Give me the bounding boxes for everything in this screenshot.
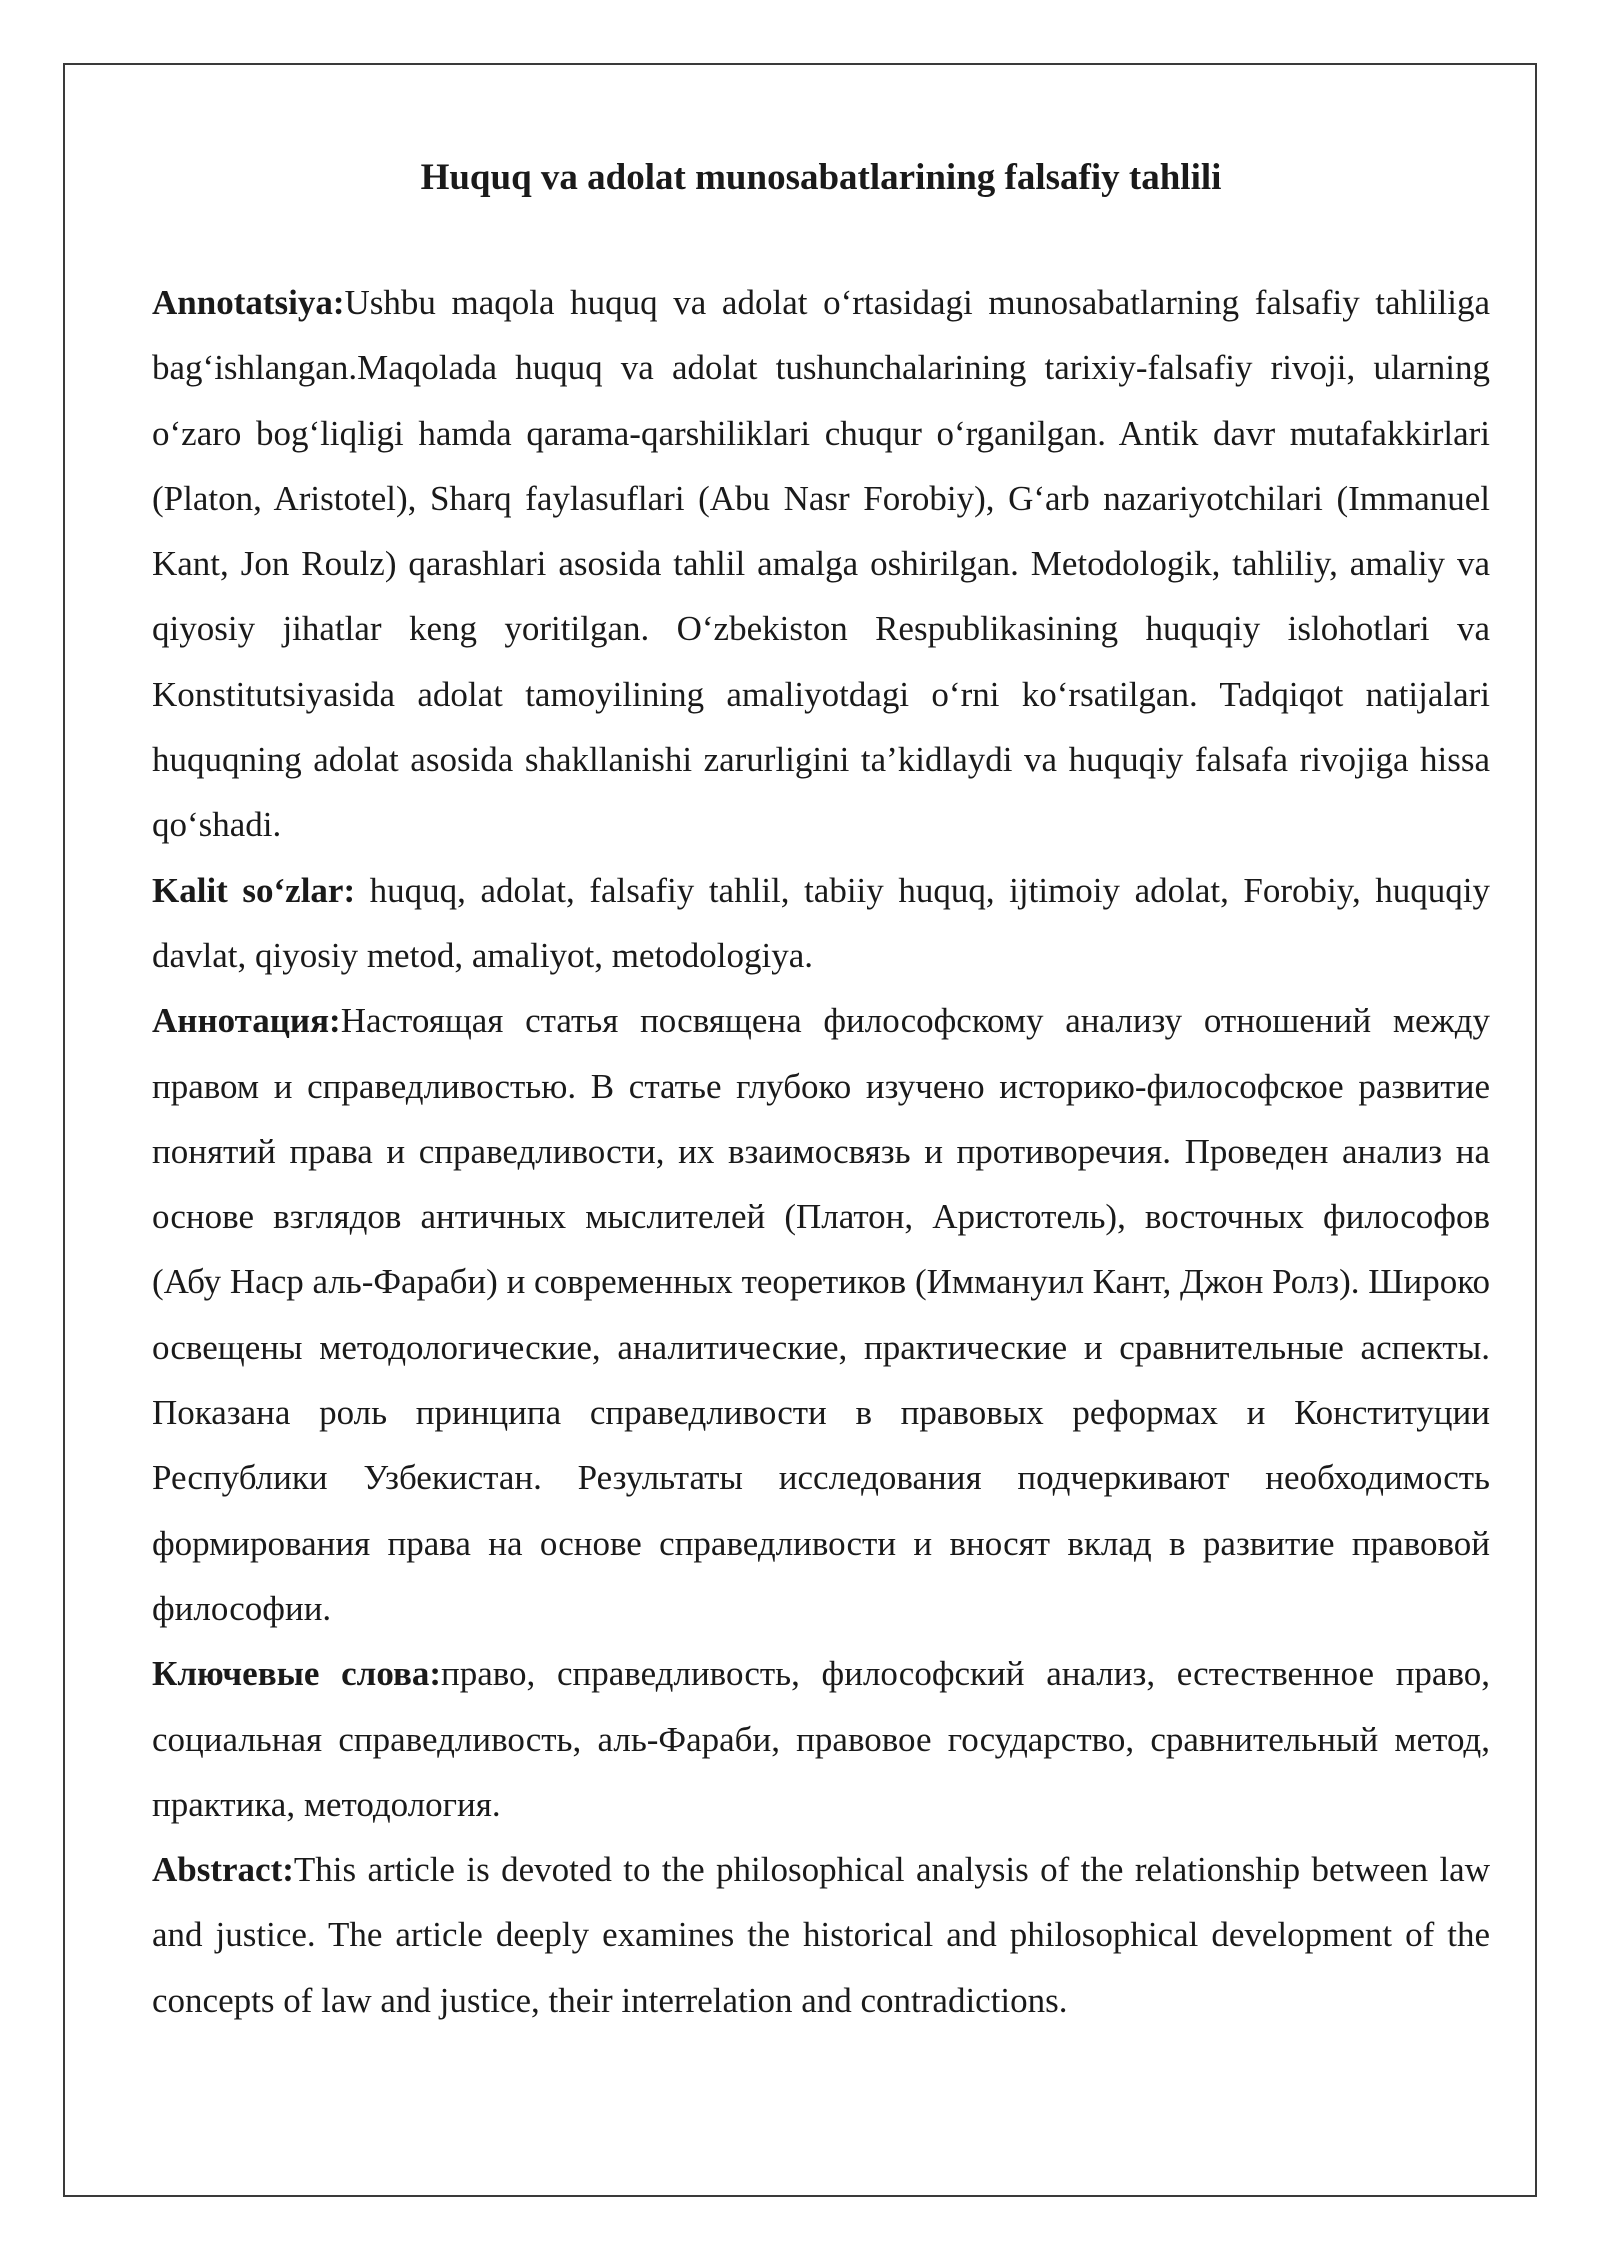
annotation-ru-text: Настоящая статья посвящена философскому анализу отношений между правом и справедливостью. В статье глубоко изучено историко-философское развитие понятий права и справедливости, их взаимосвязь и противоречия. Проведен анализ на основе взглядов античных мыслителей (Платон, Аристотель), восточных философов (Абу Наср аль-Фараби) и современных теоретиков (Иммануил Кант, Джон Ролз). Широко освещены методологические, аналитические, практические и сравнительные аспекты. Показана роль принципа справедливости в правовых реформах и Конституции Республики Узбекистан. Результаты исследования подчеркивают необходимость формирования права на основе справедливости и вносят вклад в развитие правовой философии.: [152, 1001, 1490, 1628]
annotation-ru-label: Аннотация:: [152, 1001, 341, 1041]
keywords-ru-text: право, справедливость, философский анализ, естественное право, социальная справедливость, аль-Фараби, правовое государство, сравнительный метод, практика, методология.: [152, 1654, 1490, 1824]
keywords-uz-text: huquq, adolat, falsafiy tahlil, tabiiy huquq, ijtimoiy adolat, Forobiy, huquqiy davlat, qiyosiy metod, amaliyot, metodologiya.: [152, 870, 1490, 975]
abstract-en: [152, 1837, 1490, 2033]
keywords-ru: [152, 1641, 1490, 1837]
keywords-uz-label: Kalit so‘zlar:: [152, 870, 356, 910]
document-title: Huquq va adolat munosabatlarining falsafiy tahlili: [420, 157, 1222, 198]
annotation-uz-text: Ushbu maqola huquq va adolat o‘rtasidagi munosabatlarning falsafiy tahliliga bag‘ishlangan.Maqolada huquq va adolat tushunchalarining tarixiy-falsafiy rivoji, ularning o‘zaro bog‘liqligi hamda qarama-qarshiliklari chuqur o‘rganilgan. Antik davr mutafakkirlari (Platon, Aristotel), Sharq faylasuflari (Abu Nasr Forobiy), G‘arb nazariyotchilari (Immanuel Kant, Jon Roulz) qarashlari asosida tahlil amalga oshirilgan. Metodologik, tahliliy, amaliy va qiyosiy jihatlar keng yoritilgan. O‘zbekiston Respublikasining huquqiy islohotlari va Konstitutsiyasida adolat tamoyilining amaliyotdagi o‘rni ko‘rsatilgan. Tadqiqot natijalari huquqning adolat asosida shakllanishi zarurligini ta’kidlaydi va huquqiy falsafa rivojiga hissa qo‘shadi.: [152, 283, 1490, 845]
annotation-uz-label: Annotatsiya:: [152, 283, 345, 322]
keywords-ru-label: Ключевые слова:: [152, 1654, 441, 1694]
document-body: [152, 148, 1490, 2033]
abstract-en-label: Abstract:: [152, 1850, 294, 1890]
keywords-uz: [152, 858, 1490, 989]
abstract-en-text: This article is devoted to the philosophical analysis of the relationship between law and justice. The article deeply examines the historical and philosophical development of the concepts of law and justice, their interrelation and contradictions.: [152, 1850, 1490, 2020]
annotation-ru: [152, 988, 1490, 1641]
annotation-uz: [152, 270, 1490, 858]
